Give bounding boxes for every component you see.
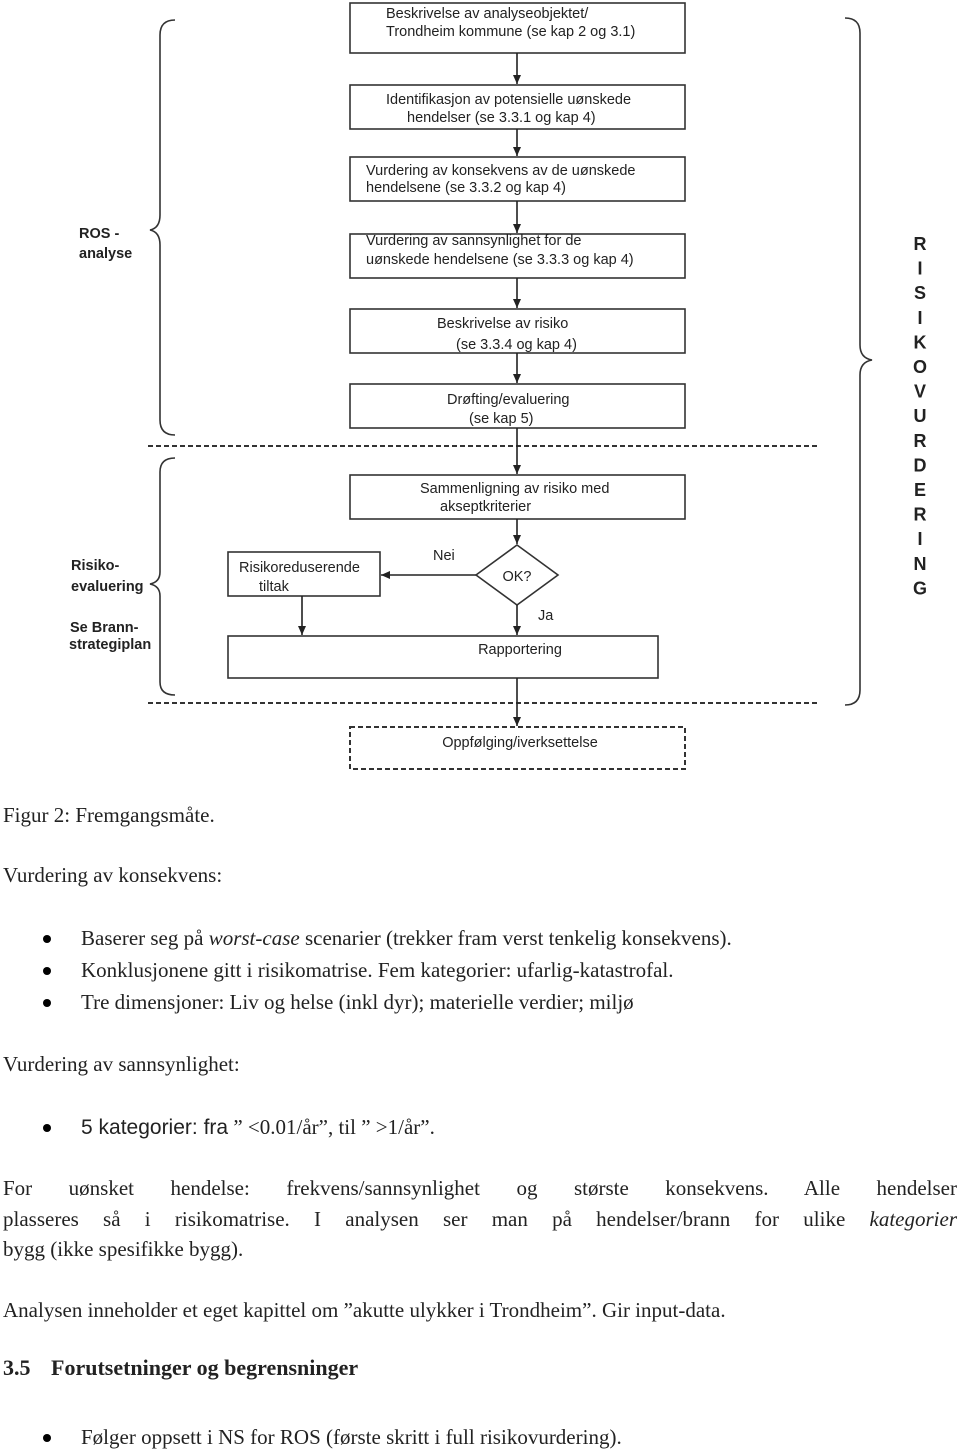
box-drofting-line1: Drøfting/evaluering (447, 392, 570, 408)
box-identifikasjon-line1: Identifikasjon av potensielle uønskede (386, 92, 632, 108)
vertical-letter: I (917, 258, 923, 279)
consequence-heading: Vurdering av konsekvens: (3, 863, 223, 887)
paragraph-line: plasseres så i risikomatrise. I analysen ser man på hendelser/brann for ulike kategorier (3, 1206, 957, 1231)
box-konsekvens-line2: hendelsene (se 3.3.2 og kap 4) (366, 180, 566, 196)
list-item: Konklusjonene gitt i risikomatrise. Fem kategorier: ufarlig-katastrofal. (0, 954, 732, 986)
probability-heading: Vurdering av sannsynlighet: (3, 1052, 240, 1076)
box-konsekvens-line1: Vurdering av konsekvens av de uønskede (366, 163, 636, 179)
paragraph-line: For uønsket hendelse: frekvens/sannsynlighet og største konsekvens. Alle hendelser (3, 1176, 957, 1200)
paragraph-line: bygg (ikke spesifikke bygg). (3, 1237, 244, 1261)
decision-diamond-label: OK? (502, 569, 532, 585)
box-sannsynlighet-line1: Vurdering av sannsynlighet for de (366, 233, 582, 249)
side-label-ros-1: ROS - (79, 226, 120, 242)
bullet-dot (43, 935, 51, 943)
emphasis-worst-case: worst-case (208, 926, 300, 950)
box-sannsynlighet-line2: uønskede hendelsene (se 3.3.3 og kap 4) (366, 252, 634, 268)
ros-brace (150, 20, 175, 435)
box-sammenligning-line1: Sammenligning av risiko med (420, 481, 610, 497)
consequence-list (0, 922, 732, 1018)
box-beskrivelse-risiko-line2: (se 3.3.4 og kap 4) (456, 337, 577, 353)
list-item: Følger oppsett i NS for ROS (første skritt i full risikovurdering). (0, 1421, 622, 1453)
paragraph-uonsket-hendelse (3, 1173, 957, 1265)
emphasis-kategorier: kategorier (869, 1206, 957, 1231)
box-analyseobjekt-line2: Trondheim kommune (se kap 2 og 3.1) (386, 24, 636, 40)
list-item: 5 kategorier: fra ” <0.01/år”, til ” >1/år”. (0, 1111, 435, 1144)
side-label-risiko-2: evaluering (71, 579, 144, 595)
vertical-letter: N (913, 553, 927, 574)
box-rapportering-label: Rapportering (478, 642, 562, 658)
figure-caption: Figur 2: Fremgangsmåte. (3, 803, 215, 827)
vertical-letter: R (913, 234, 927, 254)
side-label-risiko-1: Risiko- (71, 558, 120, 574)
box-rapportering (228, 636, 658, 678)
section-heading (3, 1353, 358, 1383)
box-risikoreduserende-line2: tiltak (259, 579, 289, 595)
vertical-letter: R (913, 430, 927, 451)
box-sammenligning-line2: akseptkriterier (440, 499, 532, 515)
label-nei: Nei (433, 548, 455, 564)
vertical-letter: V (913, 381, 927, 402)
box-risikoreduserende-line1: Risikoreduserende (239, 560, 360, 576)
bullet-dot (43, 967, 51, 975)
side-label-ros-2: analyse (79, 246, 133, 262)
box-beskrivelse-risiko-line1: Beskrivelse av risiko (437, 316, 569, 332)
side-label-brann-1: Se Brann- (70, 620, 139, 636)
label-ja: Ja (538, 608, 554, 624)
section-title: Forutsetninger og begrensninger (51, 1355, 359, 1380)
vertical-letter: R (913, 504, 927, 525)
list-item: Tre dimensjoner: Liv og helse (inkl dyr); materielle verdier; miljø (0, 986, 732, 1018)
bullet-dot (43, 1124, 51, 1132)
vertical-letter: G (912, 578, 928, 599)
side-label-brann-2: strategiplan (69, 637, 152, 653)
final-list (0, 1421, 622, 1453)
box-identifikasjon-line2: hendelser (se 3.3.1 og kap 4) (407, 110, 596, 126)
list-item: Baserer seg på worst-case scenarier (trekker fram verst tenkelig konsekvens). (0, 922, 732, 954)
vertical-letter: I (917, 529, 923, 550)
evaluation-brace (150, 458, 175, 695)
box-analyseobjekt-line1: Beskrivelse av analyseobjektet/ (386, 6, 589, 22)
box-drofting-line2: (se kap 5) (469, 411, 534, 427)
box-oppfolging-label: Oppfølging/iverksettelse (442, 735, 598, 751)
vertical-letter: K (913, 332, 927, 353)
vertical-letter: E (913, 480, 927, 500)
bullet-dot (43, 1434, 51, 1442)
bullet-dot (43, 999, 51, 1007)
vertical-letter: D (913, 455, 927, 476)
vertical-letter: U (913, 406, 927, 427)
probability-list (0, 1111, 435, 1144)
paragraph-analysen: Analysen inneholder et eget kapittel om ”akutte ulykker i Trondheim”. Gir input-data. (3, 1298, 726, 1322)
vertical-letter: O (912, 357, 928, 377)
risikovurdering-brace (845, 18, 872, 705)
vertical-letter: I (917, 307, 923, 328)
section-number: 3.5 (3, 1355, 31, 1380)
vertical-label-risikovurdering (913, 234, 927, 598)
vertical-letter: S (913, 283, 927, 304)
